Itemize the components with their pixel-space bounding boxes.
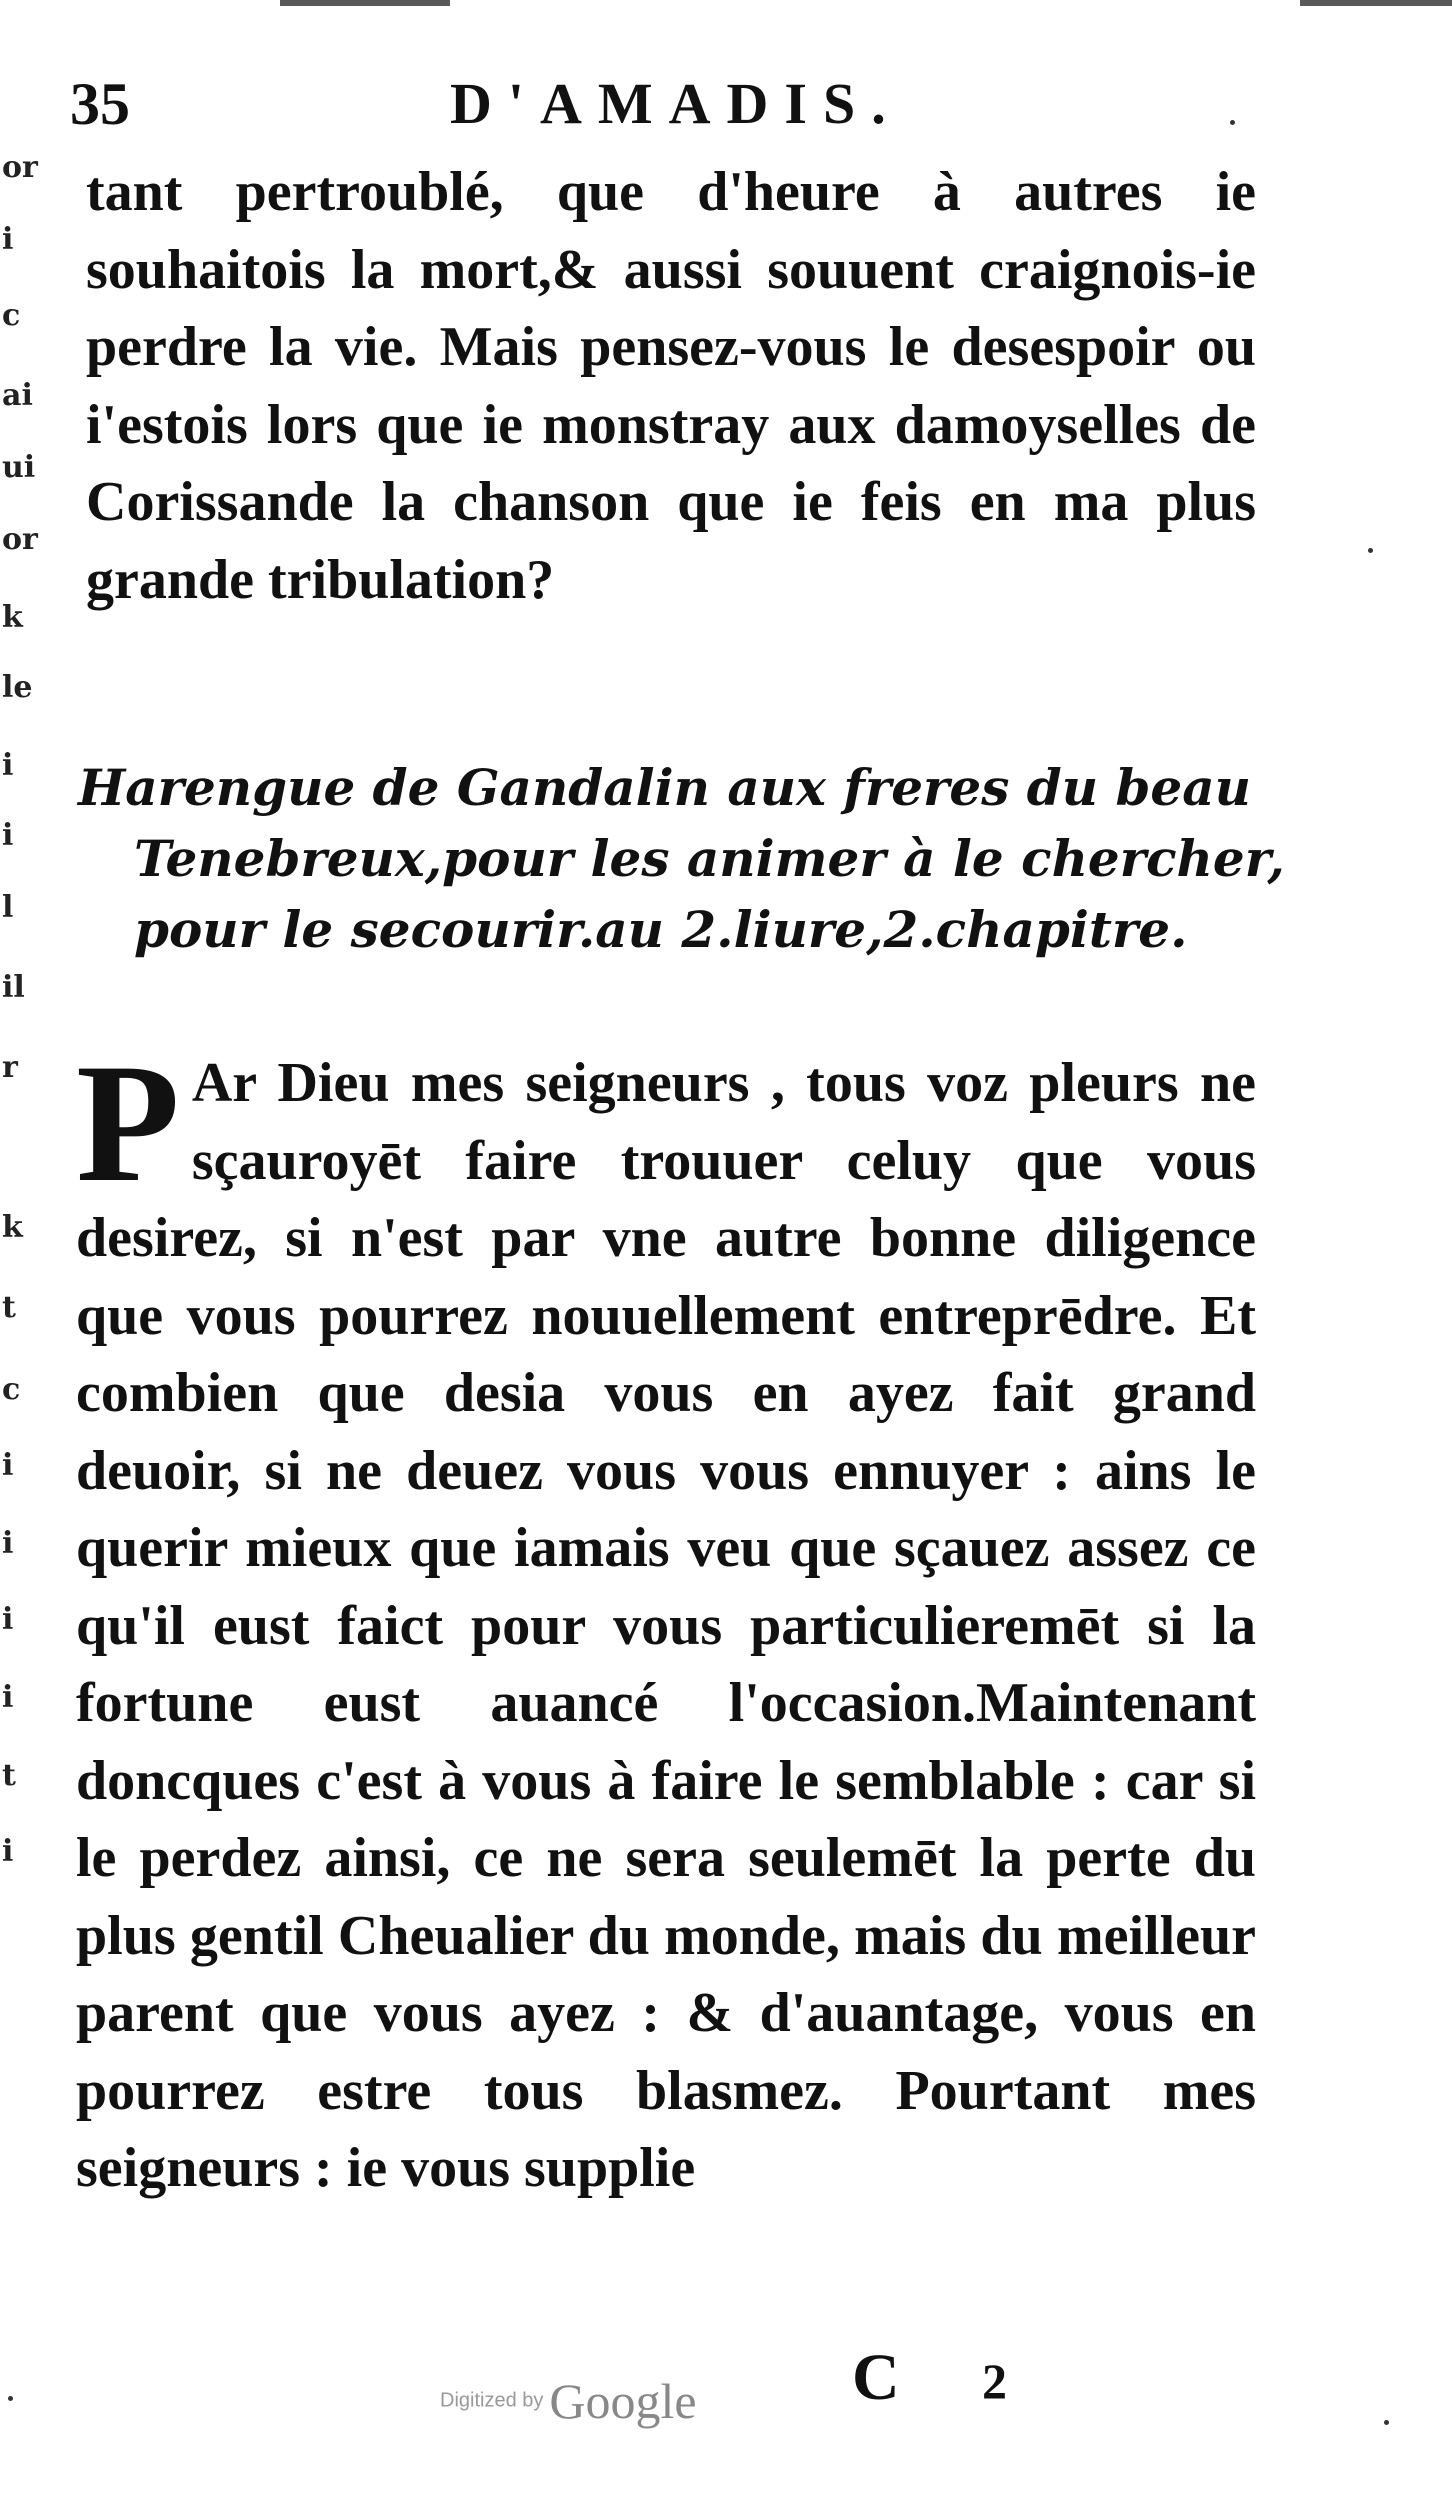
drop-cap: P xyxy=(76,1029,180,1217)
top-rule-left xyxy=(280,0,450,6)
bleed-fragment: or xyxy=(2,150,38,185)
bleed-fragment: or xyxy=(2,522,38,557)
bleed-fragment: l xyxy=(2,890,14,925)
google-logo: Google xyxy=(549,2373,697,2429)
signature-mark: C xyxy=(852,2341,900,2414)
paragraph-2 xyxy=(76,1029,1256,2208)
bleed-fragment: i xyxy=(2,1834,14,1869)
bleed-fragment: k xyxy=(2,1210,23,1245)
paragraph-2-text: Ar Dieu mes seigneurs , tous voz pleurs ne sçauroyēt faire trouuer celuy que vous desirez, si n'est par vne autre bonne diligence que vous pourrez nouuellement entreprēdre. Et combien que desia vous en ayez fait grand deuoir, si ne deuez vous vous ennuyer : ains le querir mieux que iamais veu que sçauez assez ce qu'il eust faict pour vous particulieremēt si la fortune eust auancé l'occasion.Maintenant doncques c'est à vous à faire le semblable : car si le perdez ainsi, ce ne sera seulemēt la perte du plus gentil Cheualier du monde, mais du meilleur parent que vous ayez : & d'auantage, vous en pourrez estre tous blasmez. Pourtant mes seigneurs : ie vous supplie xyxy=(76,1052,1256,2199)
bleed-fragment: i xyxy=(2,222,14,257)
ink-speck xyxy=(1384,2420,1389,2425)
bleed-fragment: t xyxy=(2,1290,16,1325)
bleed-fragment: i xyxy=(2,1602,14,1637)
bleed-fragment: ai xyxy=(2,378,33,413)
bleed-fragment: t xyxy=(2,1758,16,1793)
bleed-fragment: le xyxy=(2,670,33,705)
bleed-fragment: c xyxy=(2,298,21,333)
ink-speck xyxy=(1368,548,1373,553)
bleed-fragment: i xyxy=(2,818,14,853)
paragraph-1: tant pertroublé, que d'heure à autres ie souhaitois la mort,& aussi souuent craignois-ie perdre la vie. Mais pensez-vous le desespoir ou i'estois lors que ie monstray aux damoyselles de Corissande la chanson que ie feis en ma plus grande tribulation? xyxy=(86,161,1256,611)
bleed-fragment: i xyxy=(2,748,14,783)
bleed-fragment: i xyxy=(2,1448,14,1483)
signature-number: 2 xyxy=(982,2353,1007,2409)
bleed-fragment: ui xyxy=(2,450,36,485)
watermark-prefix: Digitized by xyxy=(440,2389,544,2412)
bleed-fragment: i xyxy=(2,1526,14,1561)
running-header xyxy=(70,70,1270,150)
bleed-fragment: r xyxy=(2,1050,18,1085)
digitized-watermark xyxy=(440,2372,697,2430)
bleed-fragment: i xyxy=(2,1680,14,1715)
section-heading: Harengue de Gandalin aux freres du beau Tenebreux,pour les animer à le chercher, pour le secourir.au 2.liure,2.chapitre. xyxy=(78,758,1285,959)
bleed-fragment: il xyxy=(2,970,25,1005)
bleed-fragment: k xyxy=(2,600,23,635)
ink-speck xyxy=(8,2396,13,2401)
page-number: 35 xyxy=(70,71,130,137)
ink-speck xyxy=(1230,120,1235,125)
top-rule-right xyxy=(1300,0,1452,6)
running-title: D'AMADIS. xyxy=(450,71,902,136)
bleed-fragment: c xyxy=(2,1372,21,1407)
